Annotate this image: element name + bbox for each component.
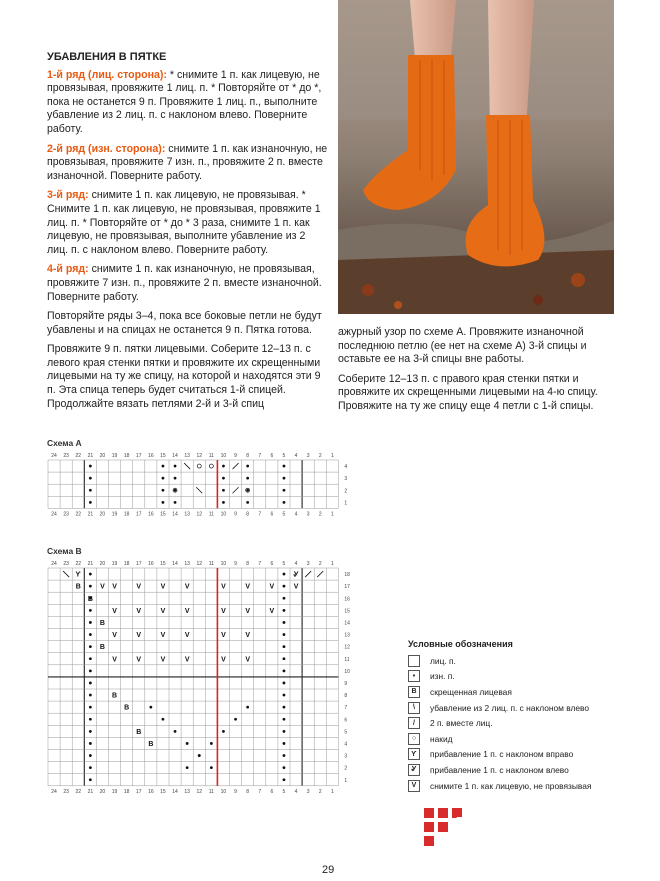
yarn-over-symbol	[197, 464, 201, 468]
purl-symbol	[89, 742, 92, 745]
legend-label: скрещенная лицевая	[430, 686, 512, 697]
column-label: 9	[234, 561, 237, 567]
sock-photo	[338, 0, 614, 314]
purl-symbol	[174, 489, 177, 492]
legend-symbol: B	[408, 686, 420, 698]
column-label: 2	[318, 453, 322, 459]
paragraph-pick-up: Провяжите 9 п. пятки лицевыми. Соберите 12–13 п. с левого края стенки пятки и провяжите их скрещенными лицевыми на ту же спицу, на которой и находятся эти 9 п. Эта спица теперь будет считаться 1-й спицей. Продолжайте вязать петлями 2-й и 3-й спиц	[47, 343, 321, 410]
purl-symbol	[283, 657, 286, 660]
legend-symbol: \	[408, 702, 420, 714]
purl-symbol	[222, 477, 225, 480]
column-label: 23	[63, 561, 69, 567]
scheme-b-chart	[40, 558, 400, 820]
stitch-symbol: B	[136, 728, 142, 736]
column-label: 18	[123, 561, 130, 567]
purl-symbol	[89, 489, 92, 492]
column-label: 3	[306, 788, 310, 795]
column-label: 1	[330, 453, 334, 459]
paragraph-row-3	[47, 189, 329, 257]
legend-label: снимите 1 п. как лицевую, не провязывая	[430, 780, 592, 791]
column-label: 20	[99, 453, 106, 459]
column-label: 6	[270, 561, 274, 567]
legend-item	[408, 684, 618, 700]
column-label: 20	[99, 511, 106, 518]
column-label: 23	[63, 788, 69, 795]
stitch-symbol: B	[112, 692, 118, 700]
column-label: 12	[196, 561, 203, 567]
purl-symbol	[283, 573, 286, 576]
paragraph-row-2	[47, 143, 329, 184]
k2tog-symbol	[233, 463, 239, 469]
column-label: 24	[51, 453, 57, 459]
stitch-symbol: V	[184, 607, 190, 615]
legend	[408, 639, 618, 793]
column-label: 7	[258, 511, 262, 518]
column-label: 3	[306, 511, 310, 518]
scheme-b-title: Схема В	[47, 546, 82, 556]
stitch-symbol: Ƴ	[75, 571, 81, 579]
column-label: 3	[306, 561, 310, 567]
purl-symbol	[283, 766, 286, 769]
legend-label: убавление из 2 лиц. п. с наклоном влево	[430, 702, 590, 713]
purl-symbol	[186, 742, 189, 745]
column-label: 22	[75, 561, 82, 567]
column-label: 14	[172, 453, 178, 459]
row-label: 2	[344, 488, 348, 495]
purl-symbol	[89, 645, 92, 648]
column-label: 19	[111, 788, 118, 795]
purl-symbol	[283, 718, 286, 721]
stitch-symbol: V	[100, 583, 105, 591]
stitch-symbol: V	[112, 607, 117, 615]
legend-label: прибавление 1 п. с наклоном вправо	[430, 749, 574, 760]
purl-symbol	[174, 465, 177, 468]
column-label: 14	[172, 561, 178, 567]
purl-symbol	[283, 669, 286, 672]
column-label: 1	[330, 788, 334, 795]
row-label: 4	[344, 464, 348, 471]
stitch-symbol: B	[148, 740, 154, 748]
column-label: 11	[208, 453, 214, 459]
column-label: 22	[75, 511, 82, 518]
legend-item	[408, 669, 618, 685]
stitch-symbol: B	[124, 704, 130, 712]
stitch-symbol: V	[160, 632, 166, 640]
row-label: 15	[344, 608, 350, 615]
column-label: 17	[135, 561, 142, 567]
purl-symbol	[89, 585, 92, 588]
k2tog-symbol	[317, 571, 323, 577]
stitch-symbol: V	[112, 583, 117, 591]
column-label: 2	[318, 511, 322, 518]
legend-label: прибавление 1 п. с наклоном влево	[430, 764, 569, 775]
legend-symbol	[408, 655, 420, 667]
column-label: 19	[111, 453, 118, 459]
purl-symbol	[283, 742, 286, 745]
purl-symbol	[283, 609, 286, 612]
column-label: 4	[294, 453, 298, 459]
column-label: 8	[246, 511, 250, 518]
column-label: 2	[318, 788, 322, 795]
stitch-symbol: V	[160, 656, 166, 664]
column-label: 22	[75, 453, 82, 459]
row-3-label: 3-й ряд:	[47, 189, 89, 202]
column-label: 15	[160, 561, 166, 567]
row-label: 5	[344, 729, 348, 736]
row-3-text: снимите 1 п. как лицевую, не провязывая. * Снимите 1 п. как лицевую, не провязывая, провяжите 1 лиц. п. * Повторяйте от * до * 3 раза, снимите 1 п. как лицевую, не провязывая, выполните убавление из 2 лиц. п. с наклоном влево. Поверните работу.	[47, 189, 321, 256]
purl-symbol	[162, 477, 165, 480]
purl-symbol	[210, 766, 213, 769]
stitch-symbol: V	[221, 583, 226, 591]
column-label: 19	[111, 561, 118, 567]
row-1-label: 1-й ряд (лиц. сторона):	[47, 68, 167, 81]
right-text-column	[338, 326, 610, 420]
column-label: 10	[220, 511, 227, 518]
purl-symbol	[283, 489, 286, 492]
purl-symbol	[89, 754, 92, 757]
column-label: 15	[160, 788, 166, 795]
column-label: 4	[294, 511, 298, 518]
row-1-text: * снимите 1 п. как лицевую, не провязывая, провяжите 1 лиц. п. * Повторяйте от * до *, пока не останется 9 п. Провяжите 1 лиц. п., выполните убавление из 2 лиц. п. с наклоном влево. Поверните работу.	[47, 68, 322, 135]
legend-item	[408, 778, 618, 794]
stitch-symbol: V	[245, 632, 250, 640]
column-label: 16	[148, 561, 154, 567]
purl-symbol	[222, 489, 225, 492]
column-label: 20	[99, 561, 106, 567]
purl-symbol	[89, 694, 92, 697]
purl-symbol	[89, 669, 92, 672]
column-label: 6	[270, 511, 274, 518]
column-label: 5	[282, 788, 286, 795]
scheme-a-chart	[40, 450, 400, 530]
ssk-symbol	[63, 571, 69, 577]
purl-symbol	[89, 718, 92, 721]
column-label: 6	[270, 788, 274, 795]
row-label: 13	[344, 632, 350, 639]
left-text-column	[47, 51, 329, 417]
paragraph-row-1	[47, 69, 329, 137]
row-label: 7	[344, 705, 348, 712]
purl-symbol	[283, 597, 286, 600]
column-label: 20	[99, 788, 106, 795]
column-label: 3	[306, 453, 310, 459]
purl-symbol	[89, 730, 92, 733]
row-label: 3	[344, 753, 348, 760]
stitch-symbol: V	[245, 607, 250, 615]
row-label: 9	[344, 680, 348, 687]
stitch-symbol: V	[136, 656, 142, 664]
purl-symbol	[162, 465, 165, 468]
purl-symbol	[246, 465, 249, 468]
column-label: 14	[172, 788, 178, 795]
purl-symbol	[283, 645, 286, 648]
legend-symbol: Ƴ	[408, 748, 420, 760]
purl-symbol	[234, 718, 237, 721]
purl-symbol	[222, 501, 225, 504]
column-label: 24	[51, 511, 57, 518]
column-label: 17	[135, 453, 142, 459]
ssk-symbol	[184, 463, 190, 469]
column-label: 24	[51, 788, 57, 795]
paragraph-pattern-a: ажурный узор по схеме А. Провяжите изнаночной последнюю петлю (ее нет на схеме А) 3-й спицы и оставьте ее на 3-й спицы вне работы.	[338, 326, 587, 366]
column-label: 23	[63, 511, 69, 518]
column-label: 13	[184, 511, 190, 518]
stitch-symbol: V	[136, 583, 142, 591]
purl-symbol	[246, 477, 249, 480]
row-label: 17	[344, 584, 350, 591]
stitch-symbol: V	[293, 583, 299, 591]
stitch-symbol: V	[160, 583, 166, 591]
stitch-symbol: V	[221, 632, 226, 640]
row-label: 12	[344, 644, 350, 651]
stitch-symbol: V	[136, 632, 142, 640]
purl-symbol	[222, 465, 225, 468]
legend-item	[408, 731, 618, 747]
row-label: 4	[344, 741, 348, 748]
column-label: 11	[208, 561, 214, 567]
row-label: 11	[344, 656, 350, 663]
legend-label: накид	[430, 733, 453, 744]
column-label: 11	[208, 511, 214, 518]
purl-symbol	[89, 778, 92, 781]
stitch-symbol: V	[112, 656, 117, 664]
column-label: 8	[246, 453, 250, 459]
column-label: 22	[75, 788, 82, 795]
purl-symbol	[89, 633, 92, 636]
column-label: 7	[258, 561, 262, 567]
stitch-symbol: V	[184, 656, 190, 664]
purl-symbol	[283, 694, 286, 697]
purl-symbol	[198, 754, 201, 757]
stitch-symbol: Ꮍ	[293, 571, 299, 579]
column-label: 18	[123, 788, 130, 795]
column-label: 12	[196, 453, 203, 459]
row-label: 14	[344, 620, 350, 627]
column-label: 9	[234, 453, 237, 459]
yarn-over-symbol	[209, 464, 213, 468]
column-label: 16	[148, 511, 154, 518]
column-label: 21	[87, 561, 94, 567]
row-label: 10	[344, 668, 350, 675]
purl-symbol	[89, 706, 92, 709]
column-label: 10	[220, 561, 227, 567]
column-label: 24	[51, 561, 57, 567]
legend-symbol: V	[408, 780, 420, 792]
column-label: 8	[246, 561, 250, 567]
purl-symbol	[174, 501, 177, 504]
purl-symbol	[283, 621, 286, 624]
legend-label: лиц. п.	[430, 655, 456, 666]
paragraph-right-edge: Соберите 12–13 п. с правого края стенки пятки и провяжите их скрещенными лицевыми на 4-ю спицу. Провяжите на ту же спицу еще 4 петли с 1-й спицы.	[338, 372, 598, 412]
column-label: 21	[87, 453, 94, 459]
purl-symbol	[174, 730, 177, 733]
purl-symbol	[283, 706, 286, 709]
purl-symbol	[89, 609, 92, 612]
column-label: 10	[220, 788, 227, 795]
stitch-symbol: V	[245, 656, 250, 664]
column-label: 17	[135, 788, 142, 795]
stitch-symbol: B	[99, 644, 105, 652]
legend-title: Условные обозначения	[408, 639, 513, 649]
ssk-symbol	[196, 487, 202, 493]
column-label: 13	[184, 788, 190, 795]
column-label: 7	[258, 453, 262, 459]
purl-symbol	[89, 573, 92, 576]
column-label: 15	[160, 511, 166, 518]
legend-item	[408, 747, 618, 763]
column-label: 18	[123, 511, 130, 518]
stitch-symbol: V	[184, 583, 190, 591]
row-4-text: снимите 1 п. как изнаночную, не провязывая, провяжите 7 изн. п., провяжите 2 п. вместе изнаночной. Поверните работу.	[47, 263, 322, 303]
row-label: 16	[344, 596, 350, 603]
column-label: 5	[282, 511, 286, 518]
purl-symbol	[89, 501, 92, 504]
row-2-label: 2-й ряд (изн. сторона):	[47, 142, 166, 155]
purl-symbol	[89, 477, 92, 480]
section-heading: УБАВЛЕНИЯ В ПЯТКЕ	[47, 51, 167, 63]
column-label: 6	[270, 453, 274, 459]
paragraph-row-4	[47, 263, 329, 304]
column-label: 16	[148, 788, 154, 795]
stitch-symbol: V	[245, 583, 250, 591]
column-label: 9	[234, 511, 237, 518]
purl-symbol	[210, 742, 213, 745]
column-label: 1	[330, 511, 334, 518]
legend-item	[408, 653, 618, 669]
purl-symbol	[162, 489, 165, 492]
purl-symbol	[162, 501, 165, 504]
column-label: 21	[87, 511, 94, 518]
column-label: 10	[220, 453, 227, 459]
purl-symbol	[89, 621, 92, 624]
row-label: 3	[344, 476, 348, 483]
column-label: 13	[184, 561, 190, 567]
purl-symbol	[283, 633, 286, 636]
purl-symbol	[283, 477, 286, 480]
stitch-symbol: V	[269, 583, 275, 591]
row-2-text: снимите 1 п. как изнаночную, не провязывая, провяжите 7 изн. п., провяжите 2 п. вместе изнаночной. Поверните работу.	[47, 142, 328, 182]
purl-symbol	[283, 465, 286, 468]
purl-symbol	[186, 766, 189, 769]
purl-symbol	[283, 730, 286, 733]
legend-item	[408, 700, 618, 716]
row-label: 2	[344, 765, 348, 772]
purl-symbol	[283, 585, 286, 588]
column-label: 13	[184, 453, 190, 459]
purl-symbol	[149, 706, 152, 709]
stitch-symbol: V	[136, 607, 142, 615]
sock-photo-illustration	[338, 0, 614, 314]
row-label: 8	[344, 693, 348, 700]
stitch-symbol: V	[160, 607, 166, 615]
k2tog-symbol	[305, 571, 311, 577]
scheme-a-title: Схема А	[47, 438, 82, 448]
stitch-symbol: B	[75, 583, 81, 591]
column-label: 14	[172, 511, 178, 518]
row-label: 6	[344, 717, 348, 724]
watermark-text: Postila.ru	[456, 807, 634, 856]
column-label: 12	[196, 788, 203, 795]
legend-label: 2 п. вместе лиц.	[430, 718, 493, 729]
purl-symbol	[283, 501, 286, 504]
stitch-symbol: B	[99, 619, 105, 627]
page-number: 29	[322, 864, 335, 876]
column-label: 8	[246, 788, 250, 795]
column-label: 9	[234, 788, 237, 795]
column-label: 4	[294, 788, 298, 795]
purl-symbol	[246, 501, 249, 504]
column-label: 16	[148, 453, 154, 459]
purl-symbol	[89, 657, 92, 660]
legend-item	[408, 715, 618, 731]
column-label: 2	[318, 561, 322, 567]
purl-symbol	[174, 477, 177, 480]
purl-symbol	[89, 766, 92, 769]
column-label: 18	[123, 453, 130, 459]
stitch-symbol: V	[221, 656, 226, 664]
purl-symbol	[89, 682, 92, 685]
column-label: 12	[196, 511, 203, 518]
stitch-symbol: V	[112, 632, 117, 640]
legend-item	[408, 762, 618, 778]
legend-label: изн. п.	[430, 671, 455, 682]
column-label: 5	[282, 561, 286, 567]
column-label: 17	[135, 511, 142, 518]
stitch-symbol: V	[221, 607, 226, 615]
purl-symbol	[246, 489, 249, 492]
purl-symbol	[283, 682, 286, 685]
column-label: 4	[294, 561, 298, 567]
paragraph-repeat: Повторяйте ряды 3–4, пока все боковые петли не будут убавлены и на спицах не останется 9 п. Пятка готова.	[47, 310, 322, 336]
column-label: 23	[63, 453, 69, 459]
purl-symbol	[162, 718, 165, 721]
purl-symbol	[283, 778, 286, 781]
column-label: 5	[282, 453, 286, 459]
column-label: 1	[330, 561, 334, 567]
purl-symbol	[222, 730, 225, 733]
row-label: 1	[344, 777, 348, 784]
column-label: 11	[208, 788, 214, 795]
row-4-label: 4-й ряд:	[47, 263, 89, 276]
stitch-symbol: V	[269, 607, 275, 615]
column-label: 15	[160, 453, 166, 459]
stitch-symbol: B	[87, 595, 93, 603]
row-label: 18	[344, 572, 350, 579]
legend-symbol: ○	[408, 733, 420, 745]
column-label: 19	[111, 511, 118, 518]
row-label: 1	[344, 500, 348, 507]
legend-symbol: •	[408, 670, 420, 682]
legend-symbol: /	[408, 717, 420, 729]
purl-symbol	[246, 706, 249, 709]
column-label: 21	[87, 788, 94, 795]
k2tog-symbol	[233, 487, 239, 493]
purl-symbol	[89, 465, 92, 468]
column-label: 7	[258, 788, 262, 795]
legend-symbol: Ꮍ	[408, 764, 420, 776]
stitch-symbol: V	[184, 632, 190, 640]
purl-symbol	[283, 754, 286, 757]
